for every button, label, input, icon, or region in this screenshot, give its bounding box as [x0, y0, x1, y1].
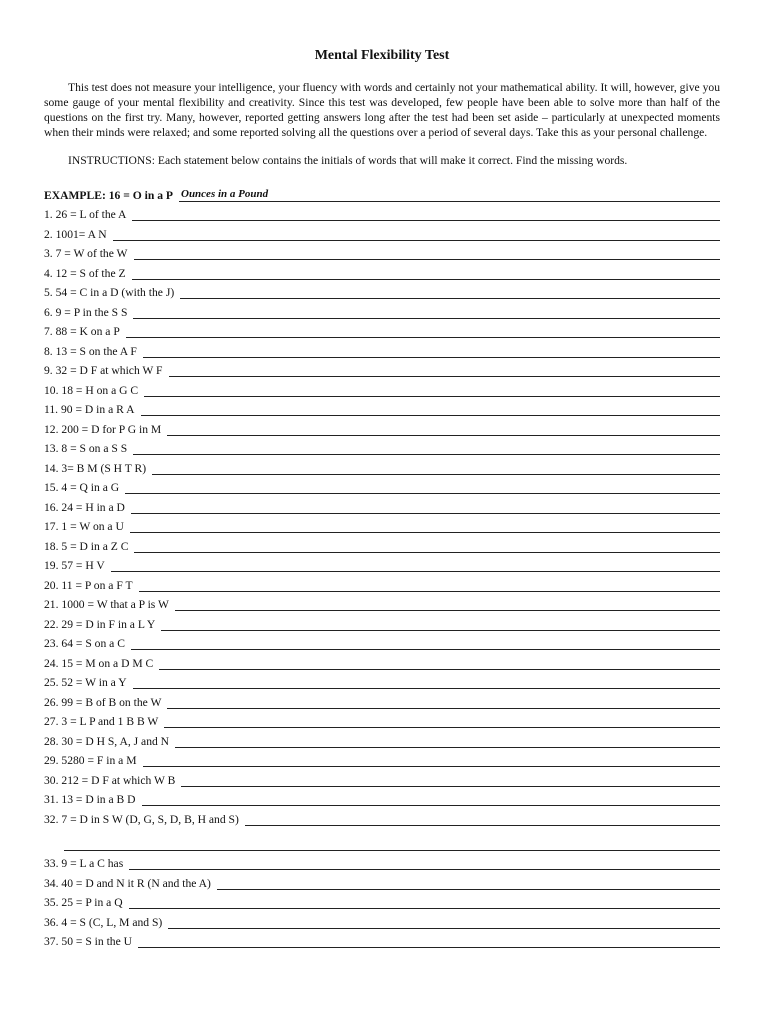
- question-row: [44, 260, 720, 280]
- answer-field[interactable]: [134, 246, 721, 260]
- question-row: [44, 377, 720, 397]
- question-row: [44, 748, 720, 768]
- answer-field[interactable]: [144, 383, 720, 397]
- question-label: 7. 88 = K on a P: [44, 325, 120, 338]
- question-label: 6. 9 = P in the S S: [44, 305, 128, 319]
- question-label: 36. 4 = S (C, L, M and S): [44, 915, 163, 929]
- question-row: [44, 455, 720, 475]
- answer-field[interactable]: [134, 539, 720, 553]
- answer-field[interactable]: [161, 617, 720, 631]
- question-row: [44, 533, 720, 553]
- answer-field[interactable]: [143, 344, 720, 358]
- question-label: 34. 40 = D and N it R (N and the A): [44, 876, 211, 890]
- question-row: [44, 280, 720, 300]
- question-label: 32. 7 = D in S W (D, G, S, D, B, H and S): [44, 812, 239, 826]
- question-row: [44, 611, 720, 631]
- answer-field-continuation[interactable]: [64, 837, 720, 851]
- example-answer-line: Ounces in a Pound: [179, 188, 720, 202]
- question-label: 29. 5280 = F in a M: [44, 754, 137, 767]
- answer-field[interactable]: [167, 422, 720, 436]
- answer-field[interactable]: [130, 519, 720, 533]
- question-label: 12. 200 = D for P G in M: [44, 422, 162, 436]
- question-label: 4. 12 = S of the Z: [44, 266, 126, 280]
- answer-field[interactable]: [169, 363, 720, 377]
- question-label: 28. 30 = D H S, A, J and N: [44, 734, 170, 748]
- answer-field[interactable]: [113, 227, 720, 241]
- answer-field[interactable]: [164, 714, 720, 728]
- question-label: 37. 50 = S in the U: [44, 935, 133, 948]
- question-row: [44, 870, 720, 890]
- question-label: 30. 212 = D F at which W B: [44, 773, 176, 787]
- question-row: [44, 494, 720, 514]
- answer-field[interactable]: [132, 207, 720, 221]
- question-row: [44, 241, 720, 261]
- answer-field[interactable]: [175, 597, 720, 611]
- answer-field[interactable]: [175, 734, 720, 748]
- question-label: 8. 13 = S on the A F: [44, 344, 137, 358]
- question-row: [44, 670, 720, 690]
- question-row: [44, 319, 720, 339]
- answer-field[interactable]: [245, 812, 720, 826]
- question-row: [44, 709, 720, 729]
- question-label: 22. 29 = D in F in a L Y: [44, 617, 156, 631]
- question-row: [44, 787, 720, 807]
- question-label: 20. 11 = P on a F T: [44, 578, 133, 592]
- question-row: [44, 299, 720, 319]
- answer-field[interactable]: [131, 500, 720, 514]
- answer-field[interactable]: [111, 558, 720, 572]
- question-label: 26. 99 = B of B on the W: [44, 695, 162, 709]
- question-label: 31. 13 = D in a B D: [44, 793, 136, 806]
- question-label: 17. 1 = W on a U: [44, 520, 124, 533]
- question-row: [44, 221, 720, 241]
- instructions-paragraph: INSTRUCTIONS: Each statement below contains the initials of words that will make it correct. Find the missing words.: [68, 154, 628, 167]
- answer-field[interactable]: [180, 285, 720, 299]
- question-row: [44, 553, 720, 573]
- question-label: 9. 32 = D F at which W F: [44, 364, 163, 377]
- question-row: [44, 929, 720, 949]
- question-label: 21. 1000 = W that a P is W: [44, 598, 169, 611]
- question-row: [44, 338, 720, 358]
- answer-field[interactable]: [132, 266, 720, 280]
- answer-field[interactable]: [133, 305, 720, 319]
- question-row: [44, 689, 720, 709]
- answer-field[interactable]: [139, 578, 720, 592]
- question-row: [44, 397, 720, 417]
- question-label: 11. 90 = D in a R A: [44, 403, 135, 416]
- question-row: [44, 202, 720, 222]
- answer-field[interactable]: [129, 895, 720, 909]
- question-row: [44, 890, 720, 910]
- answer-field[interactable]: [152, 461, 720, 475]
- question-row: [44, 436, 720, 456]
- question-row: [44, 909, 720, 929]
- answer-field[interactable]: [167, 695, 720, 709]
- question-label: 16. 24 = H in a D: [44, 500, 125, 514]
- question-label: 27. 3 = L P and 1 B B W: [44, 715, 159, 728]
- question-row: [44, 416, 720, 436]
- question-label: 3. 7 = W of the W: [44, 247, 128, 260]
- question-row: [44, 572, 720, 592]
- question-row: [44, 650, 720, 670]
- question-row: [44, 806, 720, 826]
- answer-field[interactable]: [131, 636, 720, 650]
- example-label: EXAMPLE: 16 = O in a P: [44, 188, 173, 202]
- question-label: 18. 5 = D in a Z C: [44, 539, 129, 553]
- answer-field[interactable]: [133, 441, 720, 455]
- answer-field[interactable]: [159, 656, 720, 670]
- question-label: 2. 1001= A N: [44, 227, 107, 241]
- question-label: 24. 15 = M on a D M C: [44, 656, 154, 670]
- answer-field[interactable]: [217, 876, 720, 890]
- question-label: 14. 3= B M (S H T R): [44, 461, 147, 475]
- question-row: [44, 728, 720, 748]
- question-label: 5. 54 = C in a D (with the J): [44, 286, 175, 299]
- answer-field[interactable]: [141, 402, 721, 416]
- question-label: 35. 25 = P in a Q: [44, 896, 123, 909]
- intro-paragraph: This test does not measure your intelligence, your fluency with words and certainly not your mathematical ability. It will, however, give you some gauge of your mental flexibility and creativity. Since this test was developed, few people have been able to solve more than half of the questions on the first try. Many, however, reported getting answers long after the test had been set aside – particularly at unexpected moments when their minds were relaxed; and some reported solving all the questions over a period of several days. Take this as your personal challenge.: [44, 81, 720, 139]
- answer-continuation-row: [44, 826, 720, 851]
- question-label: 13. 8 = S on a S S: [44, 442, 128, 455]
- question-row: [44, 358, 720, 378]
- answer-field[interactable]: [181, 773, 720, 787]
- question-label: 10. 18 = H on a G C: [44, 383, 139, 397]
- question-row: [44, 475, 720, 495]
- answer-field[interactable]: [142, 792, 720, 806]
- question-label: 23. 64 = S on a C: [44, 637, 125, 650]
- page-title: Mental Flexibility Test: [314, 48, 450, 63]
- question-label: 15. 4 = Q in a G: [44, 481, 120, 494]
- question-row: [44, 514, 720, 534]
- question-label: 1. 26 = L of the A: [44, 208, 127, 221]
- question-label: 33. 9 = L a C has: [44, 857, 124, 870]
- answer-field[interactable]: [168, 915, 720, 929]
- answer-field[interactable]: [125, 480, 720, 494]
- question-row: [44, 592, 720, 612]
- answer-field[interactable]: [126, 324, 720, 338]
- answer-field[interactable]: [138, 934, 720, 948]
- answer-field[interactable]: [129, 856, 720, 870]
- answer-field[interactable]: [133, 675, 720, 689]
- question-list: [44, 182, 720, 948]
- question-row: [44, 767, 720, 787]
- answer-field[interactable]: [143, 753, 720, 767]
- example-row: [44, 182, 720, 202]
- question-label: 25. 52 = W in a Y: [44, 676, 127, 689]
- question-label: 19. 57 = H V: [44, 559, 105, 572]
- question-row: [44, 851, 720, 871]
- question-row: [44, 631, 720, 651]
